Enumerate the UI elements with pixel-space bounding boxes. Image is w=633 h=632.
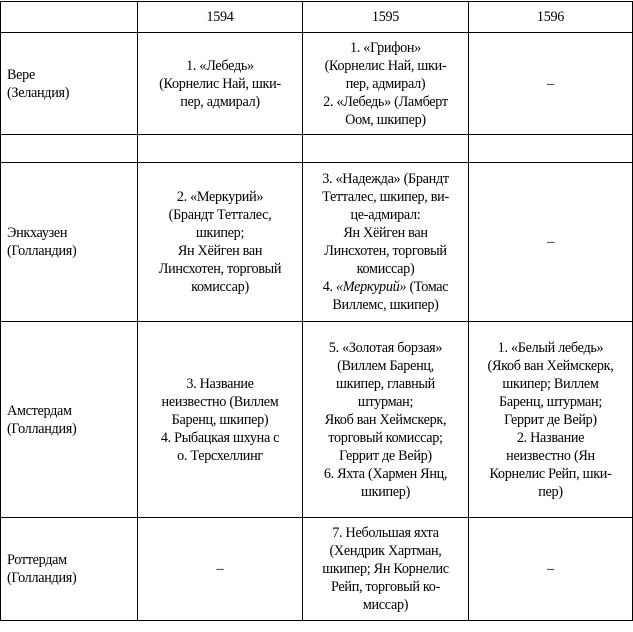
ships-1594-enkhuizen: [138, 163, 303, 322]
cell-line: шкипер;: [195, 225, 245, 241]
cell-line: Якоб ван Хеймскерк,: [324, 411, 447, 428]
cell-line: комиссар): [356, 261, 415, 277]
city-name: Амстердам: [7, 402, 72, 419]
cell-line: (Якоб ван Хеймскерк,: [487, 357, 614, 374]
empty-cell: [138, 135, 303, 163]
cell-line: 6. Яхта (Хармен Янц,: [323, 465, 448, 482]
cell-line: шкипер; Ян Корнелис: [322, 561, 449, 577]
cell-line: комиссар): [191, 279, 249, 295]
ships-1596-rotterdam: [469, 518, 633, 621]
ships-1594-rotterdam: [138, 518, 303, 621]
cell-line: Баренц, шкипер): [171, 411, 269, 428]
cell-line: Оом, шкипер): [345, 111, 426, 128]
city-region: (Голландия): [7, 570, 77, 586]
cell-line: шкипер; Виллем: [502, 375, 599, 392]
cell-line: 3. «Надежда» (Брандт: [322, 171, 449, 187]
cell-line: 2. «Лебедь» (Ламберт: [323, 93, 448, 110]
city-name: Энкхаузен: [7, 225, 68, 241]
cell-line: 1. «Белый лебедь»: [497, 339, 604, 356]
city-name: Роттердам: [7, 552, 67, 568]
city-region: (Голландия): [7, 420, 77, 437]
ships-1595-rotterdam: [303, 518, 469, 621]
cell-line: 2. «Меркурий»: [176, 189, 264, 205]
header-year-1594: 1594: [138, 2, 303, 33]
city-cell-vere: [1, 33, 138, 135]
empty-cell: [1, 135, 138, 163]
cell-line: Виллемс, шкипер): [332, 297, 439, 313]
cell-line: штурман;: [357, 393, 414, 410]
ships-1596-vere: [469, 33, 633, 135]
city-name: Вере: [7, 66, 35, 83]
ships-1595-enkhuizen: [303, 163, 469, 322]
cell-line: 4. Рыбацкая шхуна с: [160, 429, 280, 446]
table-row-empty: [1, 135, 633, 163]
cell-line: пер, адмирал): [180, 93, 260, 110]
cell-line: миссар): [362, 597, 409, 613]
cell-line: Рейп, торговый ко-: [331, 579, 440, 595]
city-region: (Голландия): [7, 243, 77, 259]
ships-1596-enkhuizen: [469, 163, 633, 322]
cell-line: (Брандт Тетталес,: [168, 207, 272, 223]
cell-line: Баренц, штурман;: [499, 393, 602, 410]
cell-line: 4. «Меркурий» (Томас: [322, 279, 449, 295]
cell-line: 7. Небольшая яхта: [332, 525, 439, 541]
ships-1595-vere: [303, 33, 469, 135]
cell-line: неизвестно (Виллем: [161, 393, 279, 410]
table-row-rotterdam: [1, 518, 633, 621]
cell-line: шкипер, главный: [336, 375, 435, 392]
cell-line: це-адмирал:: [350, 207, 421, 223]
expedition-ships-table: [0, 1, 633, 621]
cell-line: Ян Хёйген ван: [343, 225, 428, 241]
cell-line: торговый комиссар;: [328, 429, 443, 446]
ships-1595-amsterdam: [303, 322, 469, 518]
empty-dash: –: [216, 561, 224, 577]
empty-cell: [469, 135, 633, 163]
empty-dash: –: [547, 561, 554, 577]
cell-line: Геррит де Вейр): [504, 411, 597, 428]
cell-line: шкипер): [360, 483, 411, 500]
header-year-1596: 1596: [469, 2, 633, 33]
cell-line: пер, адмирал): [345, 75, 426, 92]
cell-line: Ян Хёйген ван: [177, 243, 263, 259]
cell-line: пер): [538, 483, 563, 500]
ship-name-italic: «Меркурий»: [335, 279, 407, 295]
cell-line: Корнелис Рейп, шки-: [489, 465, 612, 482]
cell-line: 5. «Золотая борзая»: [328, 339, 443, 356]
cell-line: Линсхотен, торговый: [324, 243, 447, 259]
header-corner-cell: [1, 2, 138, 33]
cell-line: (Виллем Баренц,: [337, 357, 434, 374]
cell-line: (Корнелис Най, шки-: [159, 75, 281, 92]
cell-line: 3. Название: [186, 375, 254, 392]
cell-line: (Хендрик Хартман,: [329, 543, 442, 559]
table-row-amsterdam: [1, 322, 633, 518]
header-year-1595: 1595: [303, 2, 469, 33]
cell-line: 1. «Лебедь»: [186, 57, 254, 74]
cell-line: о. Терсхеллинг: [177, 447, 263, 464]
header-row: [1, 2, 633, 33]
city-cell-amsterdam: [1, 322, 138, 518]
cell-line: Линсхотен, торговый: [158, 261, 282, 277]
ships-1596-amsterdam: [469, 322, 633, 518]
table-row-enkhuizen: [1, 163, 633, 322]
city-region: (Зеландия): [7, 84, 70, 101]
city-cell-rotterdam: [1, 518, 138, 621]
cell-line: Геррит де Вейр): [339, 447, 432, 464]
empty-cell: [303, 135, 469, 163]
city-cell-enkhuizen: [1, 163, 138, 322]
empty-dash: –: [547, 234, 554, 250]
cell-line: Тетталес, шкипер, ви-: [322, 189, 449, 205]
cell-line: (Корнелис Най, шки-: [324, 57, 447, 74]
table-row-vere: [1, 33, 633, 135]
ships-1594-amsterdam: [138, 322, 303, 518]
ships-1594-vere: [138, 33, 303, 135]
empty-dash: –: [547, 75, 554, 92]
cell-line: 2. Название: [516, 429, 585, 446]
cell-line: 1. «Грифон»: [350, 39, 421, 56]
cell-line: неизвестно (Ян: [506, 447, 595, 464]
